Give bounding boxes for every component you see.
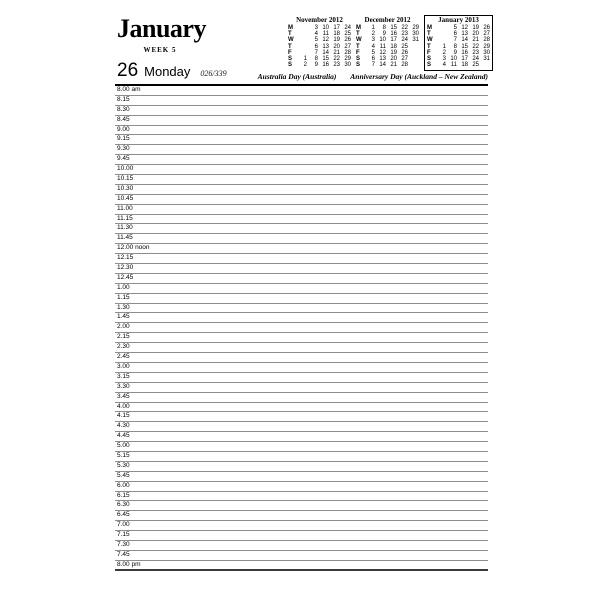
calendar-date: 7 [453,37,457,44]
calendar-date: 16 [390,31,397,38]
calendar-date: 18 [333,31,340,38]
time-label: 8.15 [117,95,130,103]
time-label: 7.15 [117,531,130,539]
time-label: 6.30 [117,501,130,509]
time-slot[interactable] [115,482,488,492]
month-title: January [117,14,206,43]
time-label: 4.00 [117,402,130,410]
calendar-date: 17 [461,55,468,62]
time-label: 7.00 [117,521,130,529]
calendar-date: 9 [314,62,318,69]
calendar-date: 28 [483,37,490,44]
calendar-date: 10 [379,37,386,44]
time-slot[interactable] [115,472,488,482]
calendar-date: 22 [333,55,340,62]
calendar-date: 3 [371,37,375,44]
calendar-date: 24 [344,25,351,31]
time-slot[interactable] [115,135,488,145]
time-label: 5.15 [117,451,130,459]
holiday-anniversary-day: Anniversary Day (Auckland – New Zealand) [350,72,488,81]
time-slot[interactable] [115,86,488,96]
time-label: 8.45 [117,115,130,123]
calendar-date: 15 [390,25,397,31]
time-label: 9.30 [117,145,130,153]
calendar-date: 15 [322,55,329,62]
time-label: 11.30 [117,224,133,232]
calendar-date: 1 [442,43,446,50]
time-slot[interactable] [115,126,488,136]
time-label: 10.00 [117,165,134,173]
calendar-day-letter: S [356,62,361,69]
calendar-date: 27 [344,43,351,50]
calendar-date: 30 [344,62,351,69]
time-label: 12.00 noon [117,244,150,252]
calendar-date: 16 [461,49,468,56]
calendar-day-letter: S [288,62,293,69]
mini-calendar-title: January 2013 [438,16,479,24]
time-label: 11.15 [117,214,133,222]
time-label: 9.45 [117,155,130,163]
time-label: 5.45 [117,471,130,479]
calendar-date: 12 [322,37,329,44]
time-label: 10.15 [117,175,134,183]
calendar-date: 28 [401,62,408,69]
time-slot[interactable] [115,234,488,244]
calendar-date: 22 [472,43,479,50]
calendar-date: 13 [461,31,468,38]
time-label: 9.00 [117,125,130,133]
calendar-day-letter: M [288,25,293,31]
calendar-day-letter: T [356,31,360,38]
calendar-day-letter: T [427,31,431,38]
day-of-year: 026/339 [200,69,227,78]
calendar-date: 29 [412,25,419,31]
time-label: 11.00 [117,204,133,212]
calendar-date: 7 [314,49,318,56]
calendar-date: 26 [401,49,408,56]
time-slot[interactable] [115,195,488,205]
time-slot[interactable] [115,561,488,571]
time-slot[interactable] [115,353,488,363]
time-slot[interactable] [115,393,488,403]
calendar-date: 26 [483,25,490,31]
time-slot[interactable] [115,323,488,333]
time-slot[interactable] [115,264,488,274]
calendar-date: 6 [314,43,318,50]
calendar-date: 4 [442,62,446,69]
time-label: 4.30 [117,422,130,430]
calendar-date: 18 [390,43,397,50]
time-label: 3.15 [117,372,130,380]
calendar-day-letter: S [427,62,432,69]
calendar-day-letter: W [356,37,362,44]
calendar-date: 22 [401,25,408,31]
calendar-date: 25 [401,43,408,50]
calendar-date: 1 [371,25,375,31]
time-slot[interactable] [115,244,488,254]
mini-calendar-title: December 2012 [364,16,411,24]
calendar-date: 10 [450,55,457,62]
calendar-date: 15 [461,43,468,50]
calendar-date: 5 [453,25,457,31]
time-slot[interactable] [115,531,488,541]
time-label: 10.45 [117,194,134,202]
calendar-day-letter: W [427,37,433,44]
calendar-date: 24 [401,37,408,44]
time-slot[interactable] [115,412,488,422]
day-number: 26 [117,60,139,81]
time-label: 8.30 [117,105,130,113]
time-label: 3.30 [117,382,130,390]
time-label: 10.30 [117,184,134,192]
calendar-date: 11 [379,43,386,50]
schedule [115,86,488,571]
calendar-date: 1 [303,55,307,62]
calendar-date: 2 [371,31,375,38]
time-slot[interactable] [115,274,488,284]
calendar-date: 14 [322,49,329,56]
calendar-day-letter: F [427,49,431,56]
mini-calendar-december [356,16,419,68]
time-label: 12.15 [117,254,134,262]
time-label: 2.45 [117,353,130,361]
time-label: 5.00 [117,442,130,450]
calendar-date: 8 [382,25,386,31]
time-label: 7.30 [117,540,130,548]
time-label: 2.30 [117,343,130,351]
calendar-date: 2 [442,49,446,56]
time-label: 4.15 [117,412,130,420]
time-slot[interactable] [115,155,488,165]
time-label: 3.45 [117,392,130,400]
calendar-date: 26 [344,37,351,44]
calendar-date: 21 [390,62,397,69]
calendar-day-letter: M [356,25,361,31]
time-label: 3.00 [117,362,130,370]
calendar-date: 30 [412,31,419,38]
time-label: 1.00 [117,283,130,291]
time-slot[interactable] [115,304,488,314]
calendar-date: 13 [322,43,329,50]
holiday-australia-day: Australia Day (Australia) [257,72,337,81]
time-label: 6.00 [117,481,130,489]
calendar-day-letter: S [356,55,361,62]
calendar-date: 8 [453,43,457,50]
calendar-date: 21 [472,37,479,44]
calendar-date: 11 [322,31,329,38]
calendar-date: 7 [371,62,375,69]
mini-calendar-january-current [424,15,493,71]
calendar-date: 3 [442,55,446,62]
time-slot[interactable] [115,284,488,294]
calendar-week-row [356,62,419,68]
time-slot[interactable] [115,403,488,413]
time-slot[interactable] [115,363,488,373]
calendar-date: 14 [379,62,386,69]
time-slot[interactable] [115,521,488,531]
calendar-week-row [288,62,351,68]
calendar-day-letter: W [288,37,294,44]
calendar-day-letter: M [427,25,432,31]
time-label: 12.45 [117,273,134,281]
calendar-day-letter: F [356,49,360,56]
calendar-date: 12 [379,49,386,56]
calendar-day-letter: S [288,55,293,62]
time-slot[interactable] [115,383,488,393]
calendar-date: 14 [461,37,468,44]
calendar-date: 20 [390,55,397,62]
calendar-date: 31 [483,55,490,62]
calendar-date: 6 [371,55,375,62]
time-label: 12.30 [117,264,134,272]
time-slot[interactable] [115,106,488,116]
time-slot[interactable] [115,541,488,551]
calendar-date: 4 [314,31,318,38]
calendar-date: 27 [483,31,490,38]
time-slot[interactable] [115,511,488,521]
calendar-day-letter: F [288,49,292,56]
time-slot[interactable] [115,432,488,442]
calendar-date: 24 [472,55,479,62]
calendar-date: 25 [344,31,351,38]
time-slot[interactable] [115,294,488,304]
time-slot[interactable] [115,422,488,432]
time-slot[interactable] [115,333,488,343]
calendar-date: 31 [412,37,419,44]
calendar-date: 13 [379,55,386,62]
time-label: 2.15 [117,333,130,341]
calendar-date: 17 [333,25,340,31]
mini-calendar-grid [356,25,419,68]
time-slot[interactable] [115,215,488,225]
calendar-date: 4 [371,43,375,50]
time-label: 1.15 [117,293,130,301]
time-slot[interactable] [115,96,488,106]
calendar-date: 23 [401,31,408,38]
time-slot[interactable] [115,452,488,462]
time-slot[interactable] [115,145,488,155]
calendar-date: 10 [322,25,329,31]
time-label: 9.15 [117,135,130,143]
week-label: WEEK 5 [143,46,177,54]
time-label: 8.00 am [117,86,141,93]
time-slot[interactable] [115,313,488,323]
time-label: 4.45 [117,432,130,440]
calendar-day-letter: S [427,55,432,62]
calendar-date: 19 [472,25,479,31]
calendar-day-letter: T [356,43,360,50]
calendar-date: 25 [472,62,479,69]
time-label: 8.00 pm [117,560,141,568]
time-slot[interactable] [115,492,488,502]
calendar-date: 19 [390,49,397,56]
holiday-notes [115,72,488,81]
calendar-date: 17 [390,37,397,44]
calendar-date: 29 [344,55,351,62]
calendar-date [408,62,419,68]
time-slot[interactable] [115,254,488,264]
calendar-date: 3 [314,25,318,31]
calendar-date: 9 [382,31,386,38]
calendar-date: 23 [472,49,479,56]
calendar-date: 30 [483,49,490,56]
calendar-date: 12 [461,25,468,31]
time-label: 6.45 [117,511,130,519]
time-slot[interactable] [115,116,488,126]
time-label: 7.45 [117,550,130,558]
calendar-date: 23 [333,62,340,69]
time-slot[interactable] [115,551,488,561]
time-slot[interactable] [115,224,488,234]
calendar-date: 11 [450,62,457,69]
time-label: 11.45 [117,234,133,242]
mini-calendar-grid [288,25,351,68]
time-slot[interactable] [115,175,488,185]
time-slot[interactable] [115,205,488,215]
calendar-week-row [427,62,490,68]
time-label: 1.30 [117,303,130,311]
calendar-date: 16 [322,62,329,69]
time-label: 6.15 [117,491,130,499]
calendar-date: 19 [333,37,340,44]
calendar-date: 27 [401,55,408,62]
time-slot[interactable] [115,442,488,452]
calendar-date: 8 [314,55,318,62]
calendar-day-letter: T [288,43,292,50]
calendar-date: 28 [344,49,351,56]
calendar-date: 2 [303,62,307,69]
time-slot[interactable] [115,462,488,472]
time-label: 2.00 [117,323,130,331]
time-label: 1.45 [117,313,130,321]
calendar-day-letter: T [288,31,292,38]
calendar-date: 21 [333,49,340,56]
time-slot[interactable] [115,185,488,195]
calendar-date: 9 [453,49,457,56]
calendar-date: 5 [371,49,375,56]
calendar-date: 20 [333,43,340,50]
day-name: Monday [144,64,191,79]
mini-calendar-november [288,16,351,68]
calendar-date: 18 [461,62,468,69]
time-slot[interactable] [115,165,488,175]
mini-calendar-grid [427,25,490,68]
calendar-date [479,62,490,68]
time-slot[interactable] [115,501,488,511]
calendar-day-letter: T [427,43,431,50]
time-slot[interactable] [115,343,488,353]
calendar-date: 6 [453,31,457,38]
calendar-date: 29 [483,43,490,50]
calendar-date: 20 [472,31,479,38]
mini-calendar-title: November 2012 [296,16,343,24]
time-slot[interactable] [115,373,488,383]
time-label: 5.30 [117,461,130,469]
calendar-date: 5 [314,37,318,44]
